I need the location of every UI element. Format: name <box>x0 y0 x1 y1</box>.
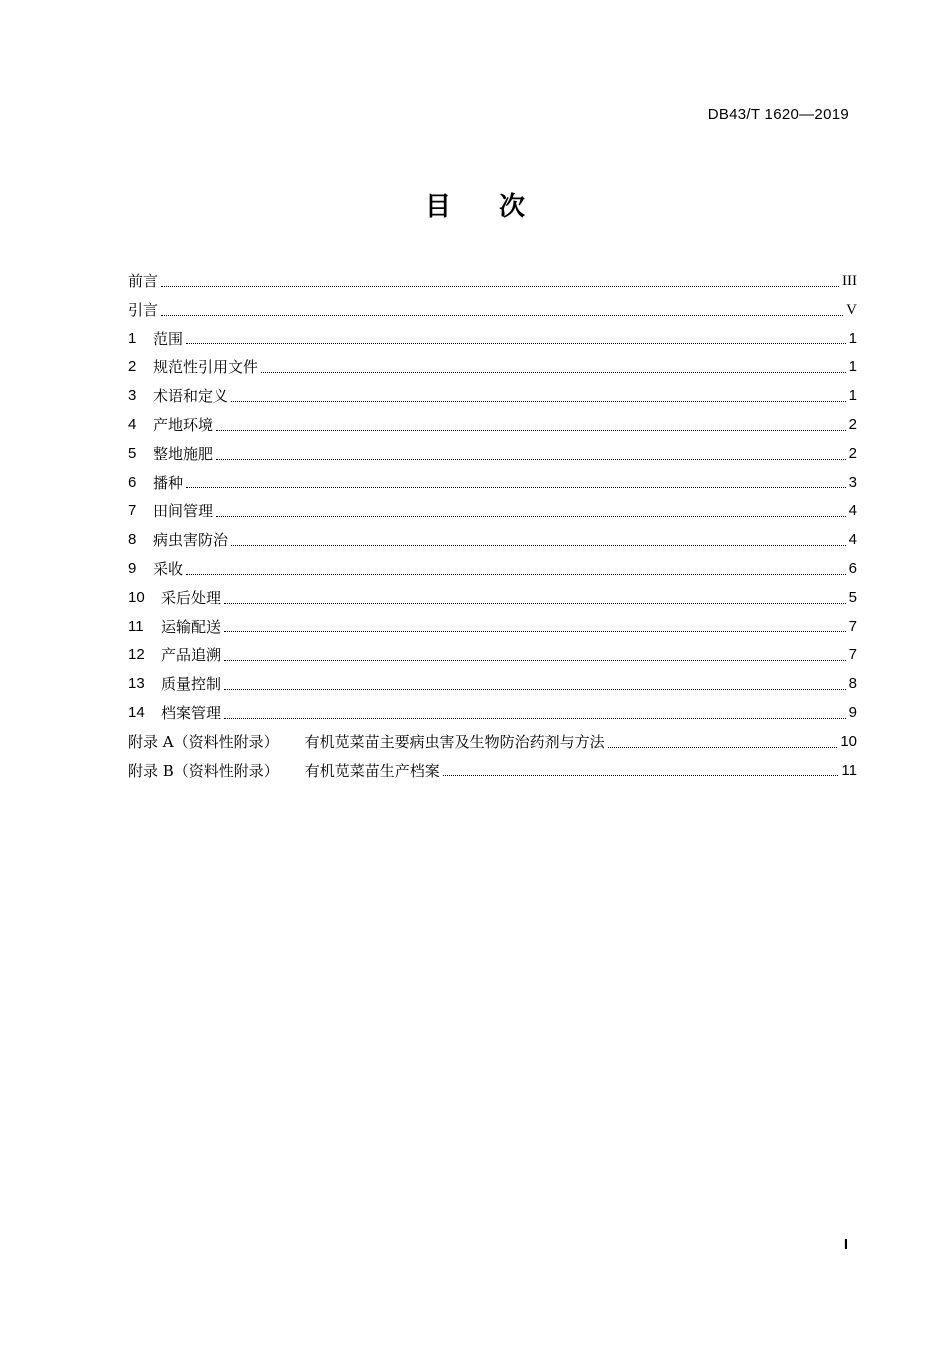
toc-entry-introduction[interactable] <box>128 296 857 325</box>
dot-leader <box>216 429 846 431</box>
toc-entry-label: 引言 <box>128 300 159 319</box>
toc-entry-number: 14 <box>128 703 145 721</box>
toc-entry-section-4[interactable] <box>128 411 857 440</box>
toc-entry-label: 档案管理 <box>161 703 222 722</box>
appendix-title: 有机苋菜苗主要病虫害及生物防治药剂与方法 <box>304 732 605 751</box>
dot-leader <box>231 400 846 402</box>
toc-entry-number: 10 <box>128 588 145 606</box>
toc-entry-page: 2 <box>848 444 857 462</box>
dot-leader <box>224 602 846 604</box>
appendix-label: 附录 A（资料性附录） <box>128 732 279 751</box>
toc-entry-label: 整地施肥 <box>153 444 214 463</box>
dot-leader <box>161 285 839 287</box>
appendix-label: 附录 B（资料性附录） <box>128 761 279 780</box>
toc-entry-foreword[interactable] <box>128 267 857 296</box>
toc-entry-section-10[interactable] <box>128 584 857 613</box>
toc-entry-section-9[interactable] <box>128 555 857 584</box>
dot-leader <box>224 717 846 719</box>
toc-entry-label: 产地环境 <box>153 415 214 434</box>
toc-entry-number: 12 <box>128 646 145 664</box>
dot-leader <box>161 314 843 316</box>
dot-leader <box>186 486 846 488</box>
dot-leader <box>608 746 838 748</box>
toc-entry-number: 6 <box>128 473 137 491</box>
toc-entry-section-2[interactable] <box>128 353 857 382</box>
toc-entry-section-14[interactable] <box>128 699 857 728</box>
toc-entry-section-8[interactable] <box>128 526 857 555</box>
toc-entry-label: 采后处理 <box>161 588 222 607</box>
toc-entry-section-12[interactable] <box>128 641 857 670</box>
page-title: 目次 <box>424 192 573 222</box>
dot-leader <box>186 342 846 344</box>
toc-entry-appendix-a[interactable] <box>128 728 857 757</box>
toc-entry-page: 9 <box>848 703 857 721</box>
toc-entry-page: 8 <box>848 675 857 693</box>
toc-entry-page: III <box>842 273 857 289</box>
toc-entry-section-1[interactable] <box>128 325 857 354</box>
toc-entry-label: 运输配送 <box>161 617 222 636</box>
toc-entry-label: 播种 <box>153 473 184 492</box>
page-number: I <box>843 1236 848 1253</box>
toc-entry-page: 5 <box>848 588 857 606</box>
toc-entry-page: 1 <box>848 329 857 347</box>
toc-entry-page: 1 <box>848 387 857 405</box>
toc-entry-page: 7 <box>848 646 857 664</box>
toc-entry-page: 4 <box>848 502 857 520</box>
toc-entry-label: 术语和定义 <box>153 387 229 406</box>
toc-entry-section-11[interactable] <box>128 613 857 642</box>
dot-leader <box>186 573 846 575</box>
appendix-title: 有机苋菜苗生产档案 <box>304 761 440 780</box>
toc-entry-section-13[interactable] <box>128 670 857 699</box>
table-of-contents <box>128 267 857 785</box>
toc-entry-page: 4 <box>848 531 857 549</box>
dot-leader <box>224 630 846 632</box>
toc-entry-page: 1 <box>848 358 857 376</box>
toc-entry-number: 1 <box>128 329 137 347</box>
toc-entry-number: 7 <box>128 502 137 520</box>
toc-entry-number: 5 <box>128 444 137 462</box>
dot-leader <box>216 458 846 460</box>
toc-entry-page: 3 <box>848 473 857 491</box>
dot-leader <box>224 659 846 661</box>
toc-entry-appendix-b[interactable] <box>128 757 857 786</box>
toc-entry-page: 2 <box>848 415 857 433</box>
toc-entry-section-5[interactable] <box>128 440 857 469</box>
toc-entry-page: 7 <box>848 617 857 635</box>
toc-entry-label: 病虫害防治 <box>153 531 229 550</box>
dot-leader <box>261 371 846 373</box>
toc-entry-number: 9 <box>128 559 137 577</box>
toc-entry-label: 质量控制 <box>161 675 222 694</box>
toc-entry-number: 8 <box>128 531 137 549</box>
toc-entry-label: 采收 <box>153 559 184 578</box>
standard-code: DB43/T 1620—2019 <box>707 106 849 123</box>
toc-entry-page: 11 <box>841 761 857 779</box>
toc-entry-label: 产品追溯 <box>161 646 222 665</box>
toc-entry-number: 2 <box>128 358 137 376</box>
toc-entry-label: 前言 <box>128 272 159 290</box>
dot-leader <box>443 774 839 776</box>
dot-leader <box>231 544 846 546</box>
toc-entry-label: 田间管理 <box>153 502 214 521</box>
dot-leader <box>224 688 846 690</box>
toc-entry-page: 6 <box>848 559 857 577</box>
dot-leader <box>216 515 846 517</box>
toc-entry-number: 3 <box>128 387 137 405</box>
toc-entry-section-6[interactable] <box>128 469 857 498</box>
toc-entry-section-3[interactable] <box>128 382 857 411</box>
toc-entry-section-7[interactable] <box>128 497 857 526</box>
toc-entry-number: 4 <box>128 415 137 433</box>
toc-entry-page: 10 <box>840 732 857 750</box>
toc-entry-page: V <box>846 301 857 318</box>
toc-entry-label: 范围 <box>153 329 184 348</box>
toc-entry-number: 11 <box>128 617 144 635</box>
toc-entry-number: 13 <box>128 675 145 693</box>
toc-entry-label: 规范性引用文件 <box>153 358 259 377</box>
